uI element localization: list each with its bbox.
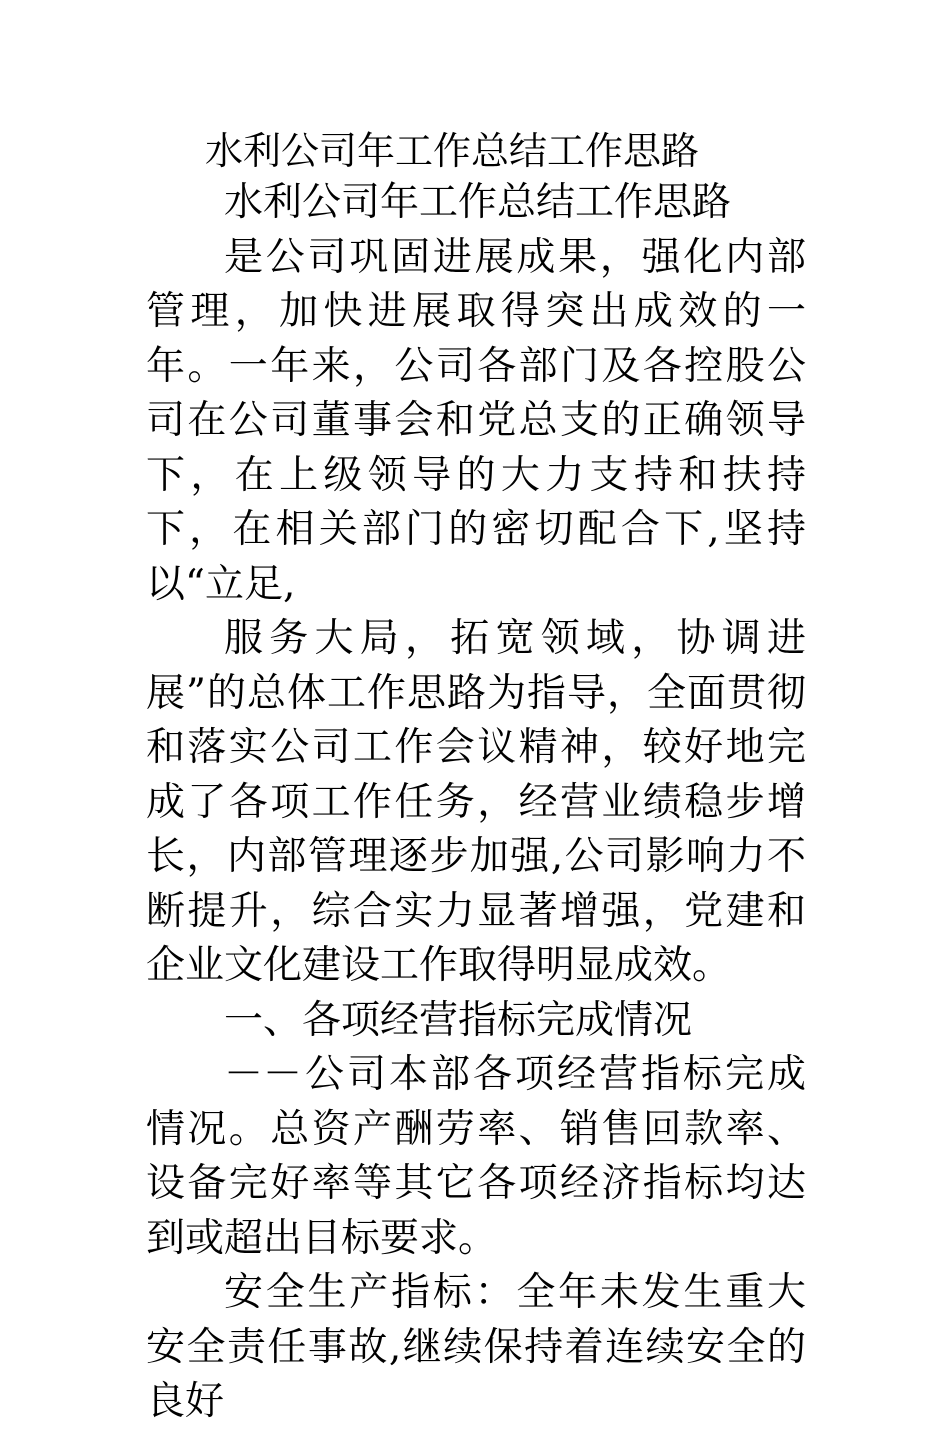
safety-paragraph: 安全生产指标：全年未发生重大安全责任事故,继续保持着连续安全的良好: [146, 1270, 806, 1424]
document-title: 水利公司年工作总结工作思路: [205, 129, 700, 173]
document-body: [146, 176, 806, 1430]
intro-paragraph: 是公司巩固进展成果，强化内部管理，加快进展取得突出成效的一年。一年来，公司各部门及各控股公司在公司董事会和党总支的正确领导下，在上级领导的大力支持和扶持下，在相关部门的密切配合下,坚持以“立足,: [146, 234, 806, 607]
section-heading: 一、各项经营指标完成情况: [224, 997, 693, 1043]
indicators-paragraph: －－公司本部各项经营指标完成情况。总资产酬劳率、销售回款率、设备完好率等其它各项经济指标均达到或超出目标要求。: [146, 1052, 806, 1261]
subtitle-paragraph: 水利公司年工作总结工作思路: [224, 180, 732, 225]
guideline-paragraph: 服务大局，拓宽领域，协调进展”的总体工作思路为指导，全面贯彻和落实公司工作会议精神，较好地完成了各项工作任务，经营业绩稳步增长，内部管理逐步加强,公司影响力不断提升，综合实力显著增强，党建和企业文化建设工作取得明显成效。: [146, 616, 806, 988]
